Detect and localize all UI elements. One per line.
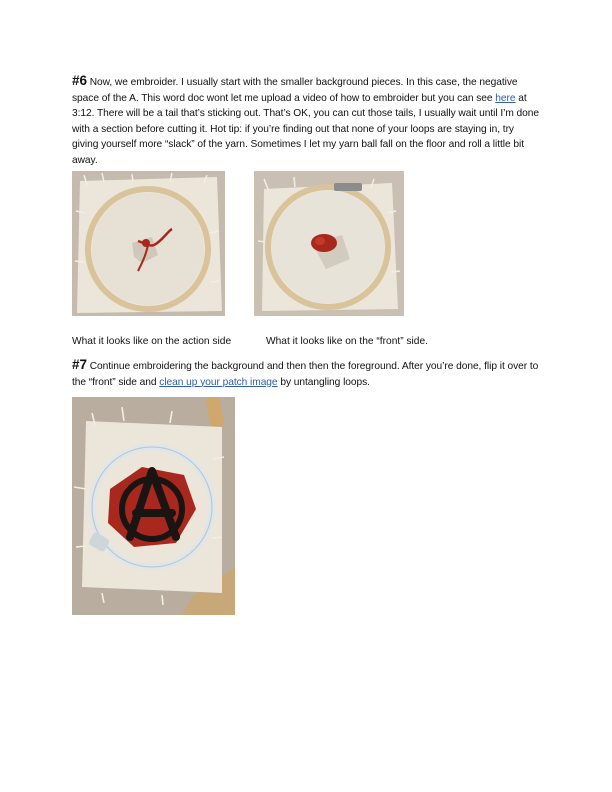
step-7-number: #7 (72, 357, 87, 372)
action-side-caption: What it looks like on the action side (72, 336, 232, 347)
step-7-paragraph (72, 357, 540, 390)
step-6-text-start: Now, we embroider. I usually start with the smaller background pieces. In this case, the negative space of the A. This word doc wont let me upload a video of how to embroider but you can see (72, 77, 518, 104)
step-6-number: #6 (72, 73, 87, 88)
clean-up-link[interactable]: clean up your patch image (159, 376, 278, 388)
finished-patch-photo (72, 397, 235, 615)
action-side-photo (72, 171, 225, 316)
step-7-text-end: by untangling loops. (277, 376, 370, 388)
step-7-text-start: Continue embroidering the background and then then the foreground. After you’re done, flip it over to the “front” side and (72, 361, 539, 388)
step-6-paragraph (72, 73, 540, 169)
video-link[interactable]: here (495, 92, 516, 104)
front-side-photo (254, 171, 404, 316)
step-6-text-end: at 3:12. There will be a tail that’s sticking out. That’s OK, you can cut those tails, I usually wait until I’m done with a section before cutting it. Hot tip: if you’re finding out that none of your loops are staying in, try giving yourself more “slack” of the yarn. Sometimes I let my yarn ball fall on the floor and roll a little bit away. (72, 92, 539, 166)
front-side-caption: What it looks like on the “front” side. (266, 336, 428, 347)
